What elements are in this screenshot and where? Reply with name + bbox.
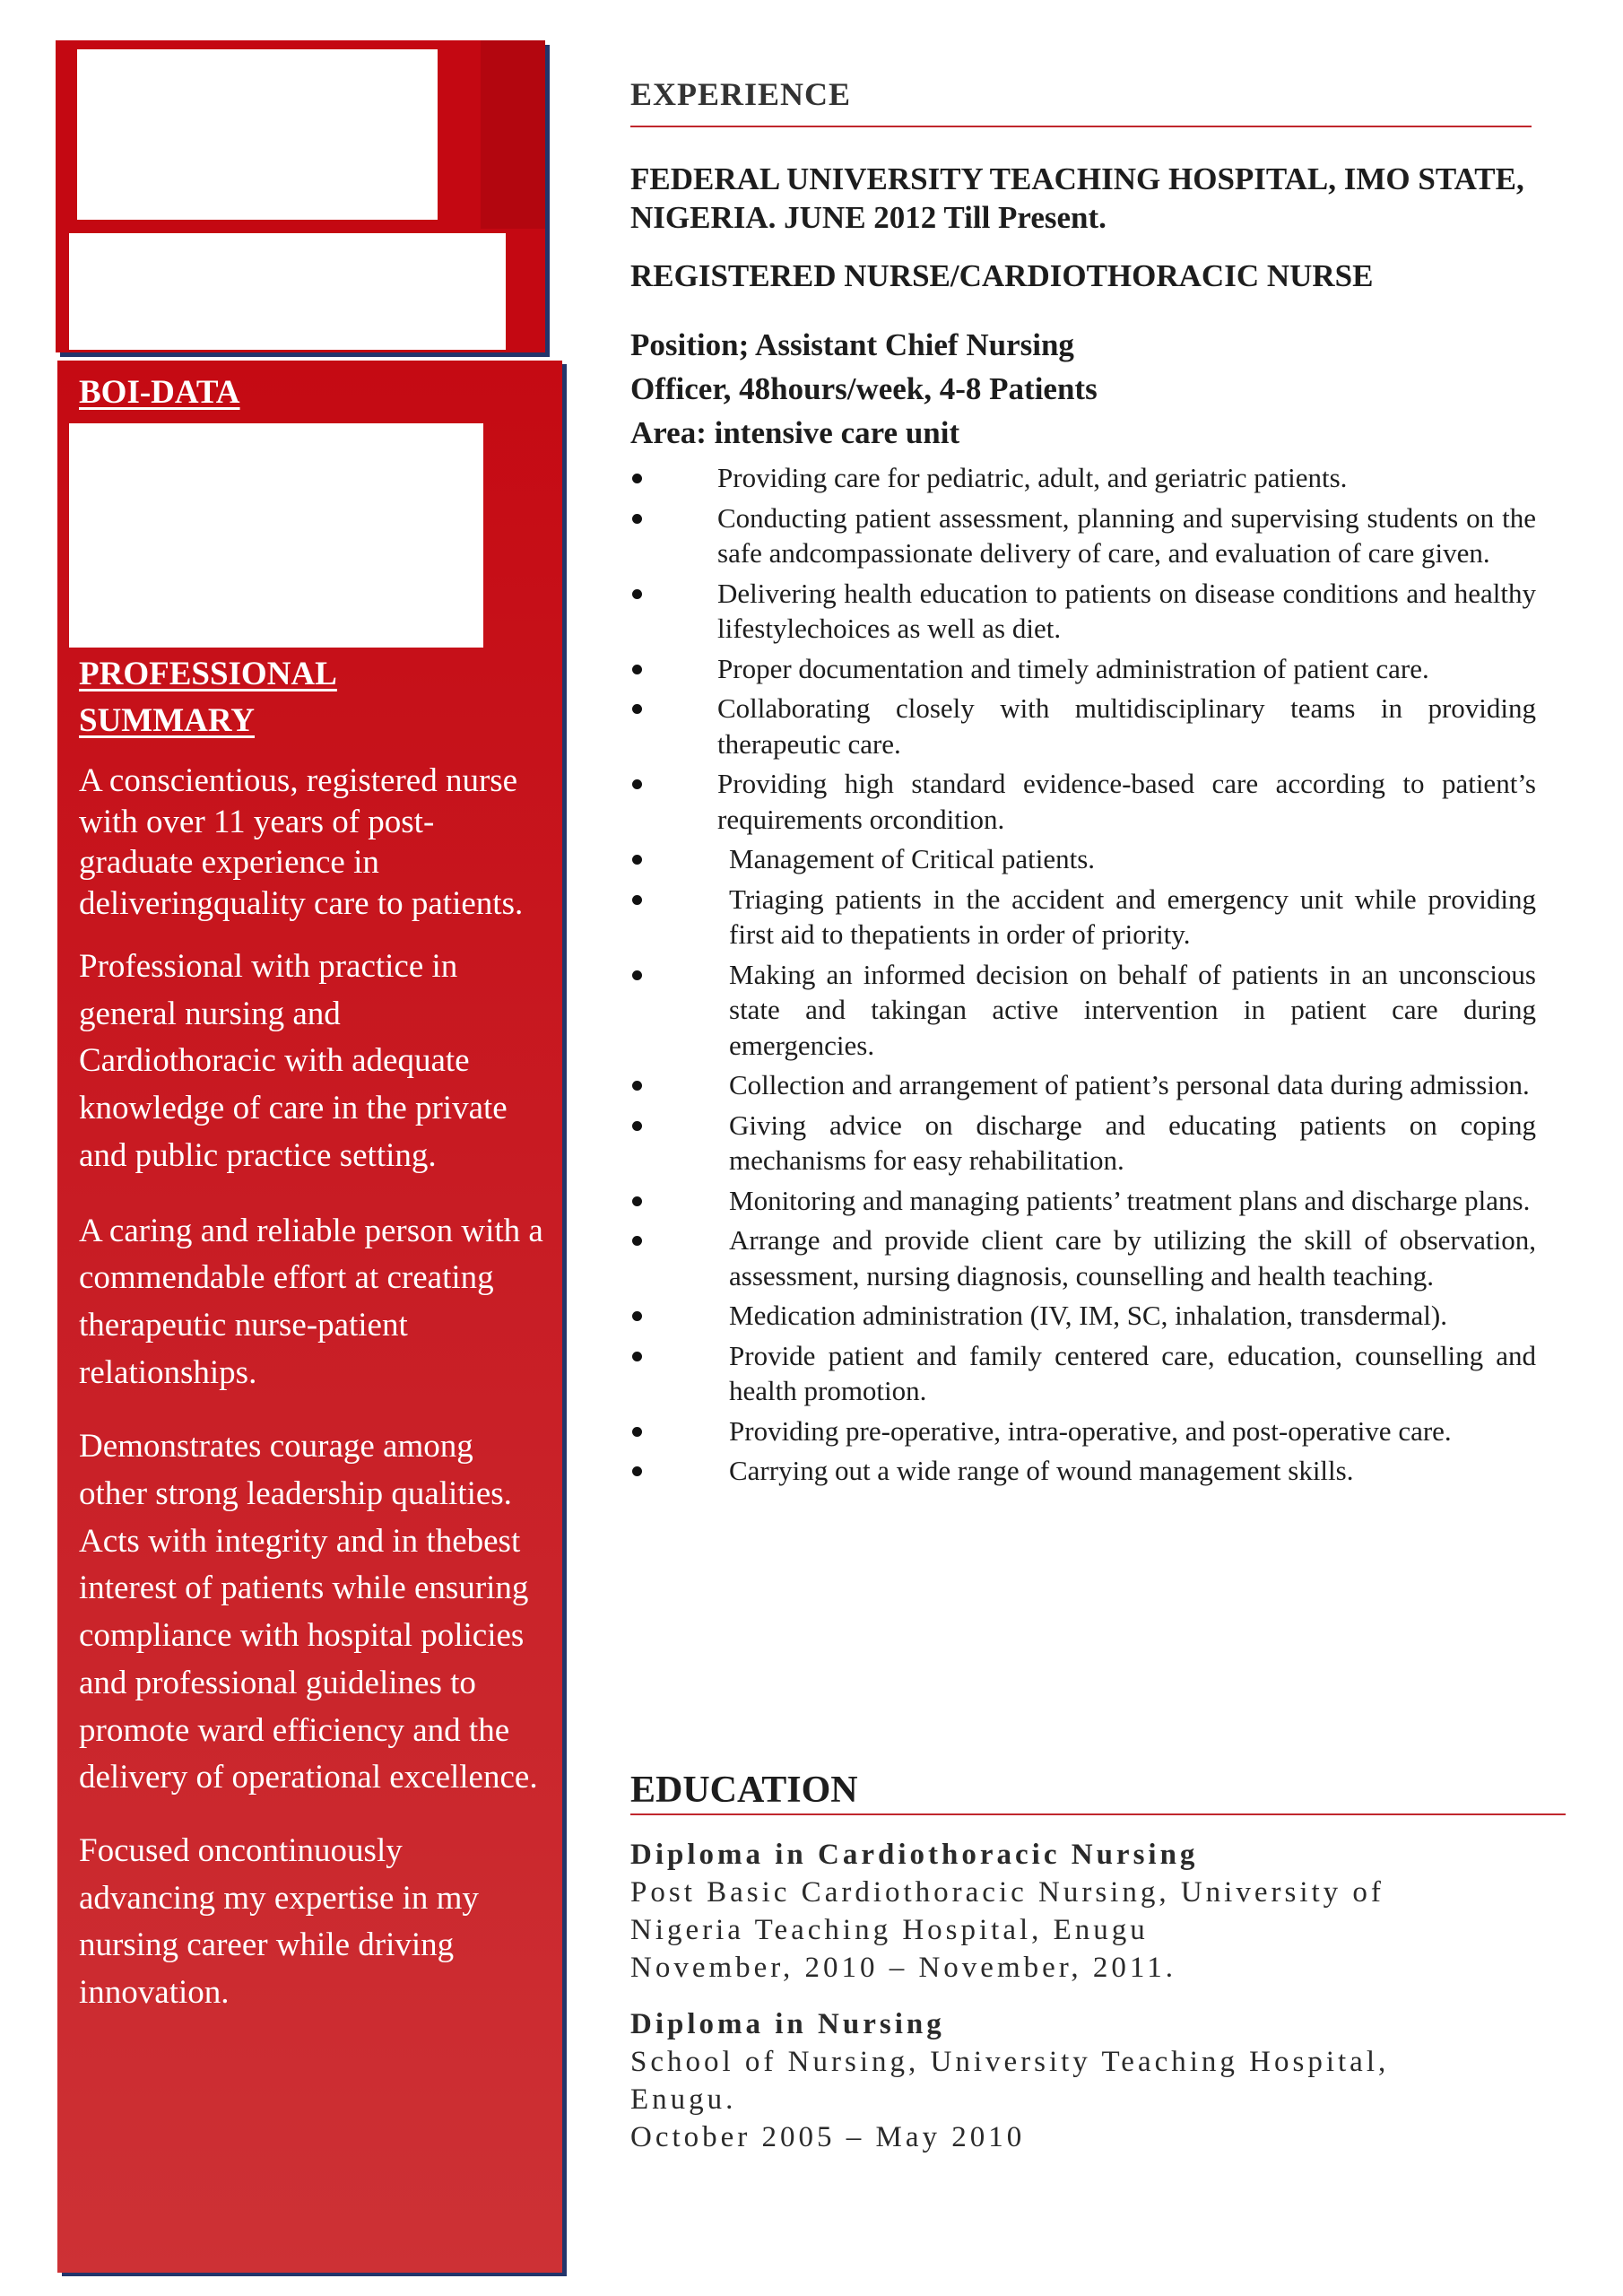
list-item: Management of Critical patients. <box>630 841 1536 877</box>
experience-heading: EXPERIENCE <box>630 76 852 112</box>
contact-placeholder-box <box>69 233 506 350</box>
list-item: Monitoring and managing patients’ treatment plans and discharge plans. <box>630 1183 1536 1219</box>
bullet-icon <box>632 1311 642 1321</box>
education-institution: Nigeria Teaching Hospital, Enugu <box>630 1914 1149 1946</box>
list-item: Collection and arrangement of patient’s personal data during admission. <box>630 1067 1536 1103</box>
bullet-icon <box>632 665 642 674</box>
education-degree: Diploma in Nursing <box>630 2008 945 2040</box>
position-details <box>630 323 1258 455</box>
job-title: REGISTERED NURSE/CARDIOTHORACIC NURSE <box>630 258 1374 293</box>
bullet-icon <box>632 704 642 714</box>
education-entry <box>630 2005 1554 2156</box>
position-line: Position; Assistant Chief Nursing <box>630 327 1074 362</box>
header-photo-block <box>56 40 545 352</box>
summary-paragraph: Professional with practice in general nursing and Cardiothoracic with adequate knowledge of care in the private and public practice setting. <box>79 948 508 1174</box>
bullet-icon <box>632 779 642 789</box>
list-item: Making an informed decision on behalf of patients in an unconscious state and takingan active intervention in patient care during emergencies. <box>630 957 1536 1064</box>
list-item: Providing care for pediatric, adult, and geriatric patients. <box>630 460 1536 496</box>
education-institution: School of Nursing, University Teaching Hospital, <box>630 2046 1390 2078</box>
bullet-icon <box>632 474 642 483</box>
education-institution: Post Basic Cardiothoracic Nursing, University of <box>630 1876 1384 1909</box>
bullet-icon <box>632 970 642 980</box>
list-item: Proper documentation and timely administration of patient care. <box>630 651 1536 687</box>
bullet-icon <box>632 1427 642 1437</box>
position-line: Officer, 48hours/week, 4-8 Patients <box>630 371 1098 406</box>
bullet-icon <box>632 1196 642 1206</box>
bullet-icon <box>632 514 642 524</box>
summary-paragraph: A caring and reliable person with a commendable effort at creating therapeutic nurse-patient relationships. <box>79 1212 543 1391</box>
work-area: Area: intensive care unit <box>630 415 960 450</box>
education-entry <box>630 1836 1554 1987</box>
employer: FEDERAL UNIVERSITY TEACHING HOSPITAL, IMO STATE, NIGERIA. JUNE 2012 Till Present. <box>630 161 1524 235</box>
professional-summary-heading-line2: SUMMARY <box>79 702 256 739</box>
education-dates: November, 2010 – November, 2011. <box>630 1952 1176 1984</box>
professional-summary-heading-line1: PROFESSIONAL <box>79 656 337 692</box>
list-item: Arrange and provide client care by utilizing the skill of observation, assessment, nursing diagnosis, counselling and health teaching. <box>630 1222 1536 1293</box>
list-item: Collaborating closely with multidisciplinary teams in providing therapeutic care. <box>630 691 1536 761</box>
duties-list <box>630 460 1536 1493</box>
bullet-icon <box>632 855 642 865</box>
list-item: Giving advice on discharge and educating patients on coping mechanisms for easy rehabilitation. <box>630 1108 1536 1178</box>
list-item: Providing pre-operative, intra-operative, and post-operative care. <box>630 1413 1536 1449</box>
boidata-placeholder-box <box>69 423 483 648</box>
bullet-icon <box>632 1352 642 1361</box>
boidata-heading: BOI-DATA <box>79 374 240 411</box>
professional-summary <box>79 761 545 2017</box>
list-item: Carrying out a wide range of wound management skills. <box>630 1453 1536 1489</box>
bullet-icon <box>632 589 642 599</box>
bullet-icon <box>632 1236 642 1246</box>
list-item: Triaging patients in the accident and emergency unit while providing first aid to thepatients in order of priority. <box>630 882 1536 952</box>
education-divider <box>630 1813 1566 1815</box>
summary-paragraph: Focused oncontinuously advancing my expertise in my nursing career while driving innovation. <box>79 1831 479 2012</box>
education-degree: Diploma in Cardiothoracic Nursing <box>630 1839 1199 1871</box>
list-item: Providing high standard evidence-based care according to patient’s requirements orcondition. <box>630 766 1536 837</box>
summary-paragraph: Demonstrates courage among other strong leadership qualities. Acts with integrity and in thebest interest of patients while ensuring compliance with hospital policies and professional guidelines to promote ward efficiency and the delivery of operational excellence. <box>79 1428 538 1796</box>
professional-summary-heading <box>79 651 473 744</box>
bullet-icon <box>632 1081 642 1091</box>
education-heading: EDUCATION <box>630 1770 858 1811</box>
name-placeholder-box <box>77 49 438 220</box>
list-item: Conducting patient assessment, planning and supervising students on the safe andcompassionate delivery of care, and evaluation of care given. <box>630 500 1536 571</box>
education-dates: October 2005 – May 2010 <box>630 2121 1026 2153</box>
sidebar <box>57 361 562 2273</box>
experience-divider <box>630 126 1532 127</box>
list-item: Medication administration (IV, IM, SC, inhalation, transdermal). <box>630 1298 1536 1334</box>
bullet-icon <box>632 895 642 905</box>
list-item: Delivering health education to patients on disease conditions and healthy lifestylechoices as well as diet. <box>630 576 1536 647</box>
education-institution: Enugu. <box>630 2083 737 2116</box>
summary-paragraph: A conscientious, registered nurse with over 11 years of post-graduate experience in deliveringquality care to patients. <box>79 762 524 922</box>
bullet-icon <box>632 1466 642 1476</box>
list-item: Provide patient and family centered care, education, counselling and health promotion. <box>630 1338 1536 1409</box>
header-accent-stripe <box>481 40 545 229</box>
bullet-icon <box>632 1121 642 1131</box>
